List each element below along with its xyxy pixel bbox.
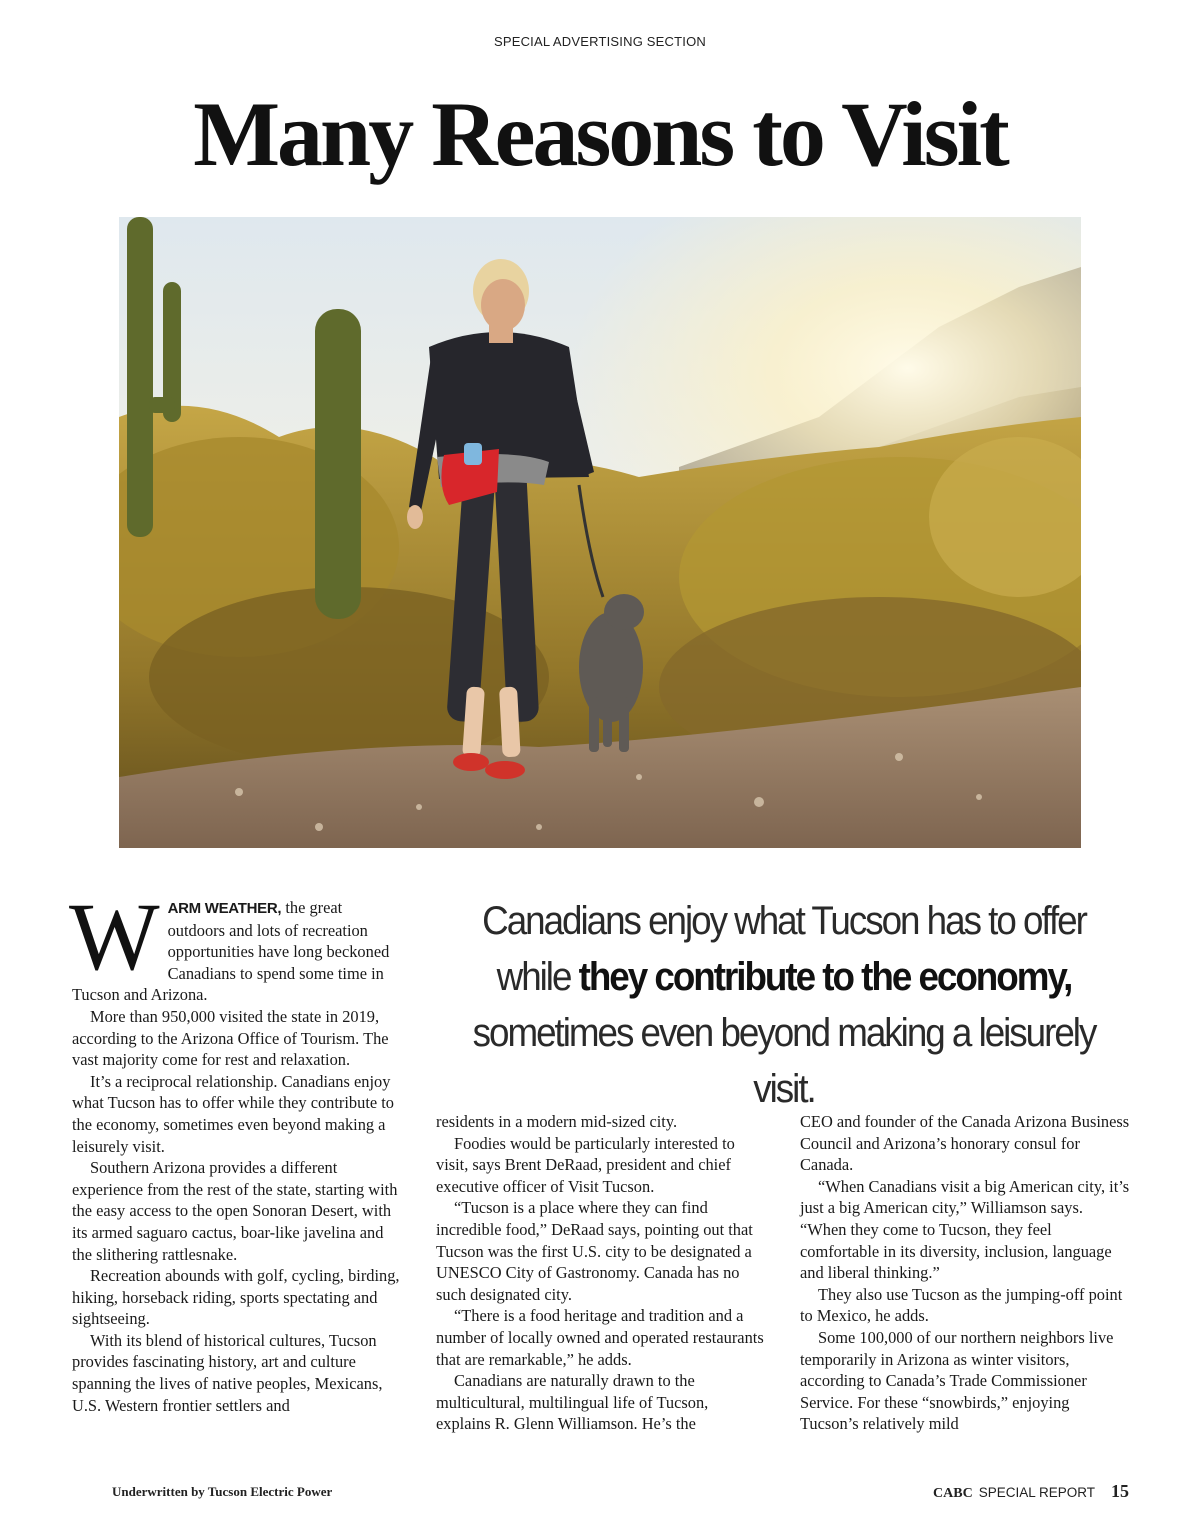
paragraph: Canadians are naturally drawn to the multicultural, multilingual life of Tucson, explains R. Glenn Williamson. He’s the xyxy=(436,1371,709,1434)
paragraph: It’s a reciprocal relationship. Canadians enjoy what Tucson has to offer while they contribute to the economy, sometimes even beyond making a leisurely visit. xyxy=(72,1071,395,1156)
lead-in: ARM WEATHER, xyxy=(167,900,282,917)
paragraph: They also use Tucson as the jumping-off point to Mexico, he adds. xyxy=(800,1284,1123,1326)
column-2 xyxy=(436,1111,766,1435)
article-lead-paragraph: WARM WEATHER, the great outdoors and lots of recreation opportunities have long beckoned Canadians to spend some time in Tucson and Arizona. xyxy=(69,883,390,1005)
paragraph: Recreation abounds with golf, cycling, birding, hiking, horseback riding, sports spectating and sightseeing. xyxy=(72,1266,400,1329)
paragraph: Some 100,000 of our northern neighbors live temporarily in Arizona as winter visitors, according to Canada’s Trade Commissioner Service. For these “snowbirds,” enjoying Tucson’s relatively mild xyxy=(800,1327,1114,1434)
page-title: Many Reasons to Visit xyxy=(193,83,1007,185)
footer-brand: CABC xyxy=(933,1486,973,1501)
paragraph: CEO and founder of the Canada Arizona Business Council and Arizona’s honorary consul for Canada. xyxy=(800,1112,1130,1175)
column-3 xyxy=(800,1111,1130,1435)
paragraph: residents in a modern mid-sized city. xyxy=(436,1112,678,1131)
hero-photo xyxy=(119,217,1081,848)
paragraph: Foodies would be particularly interested to visit, says Brent DeRaad, president and chief executive officer of Visit Tucson. xyxy=(436,1133,735,1196)
dropcap: W xyxy=(69,883,160,990)
section-label: SPECIAL ADVERTISING SECTION xyxy=(493,34,706,49)
page-footer xyxy=(933,1481,1129,1502)
page-number: 15 xyxy=(1111,1481,1129,1501)
paragraph: “There is a food heritage and tradition and a number of locally owned and operated restaurants that are remarkable,” he adds. xyxy=(436,1306,764,1369)
underwritten-credit: Underwritten by Tucson Electric Power xyxy=(112,1484,333,1499)
footer-report-label: SPECIAL REPORT xyxy=(978,1485,1095,1500)
pull-quote: Canadians enjoy what Tucson has to offer while they contribute to the economy, sometimes even beyond making a leisurely visit. xyxy=(472,899,1096,1111)
column-1 xyxy=(69,883,400,1416)
paragraph: With its blend of historical cultures, Tucson provides fascinating history, art and culture spanning the lives of native peoples, Mexicans, U.S. Western frontier settlers and xyxy=(72,1330,383,1415)
paragraph: “Tucson is a place where they can find incredible food,” DeRaad says, pointing out that Tucson was the first U.S. city to be designated a UNESCO City of Gastronomy. Canada has no such designated city. xyxy=(436,1198,753,1304)
paragraph: “When Canadians visit a big American city, it’s just a big American city,” Williamson says. “When they come to Tucson, they feel comfortable in its diversity, inclusion, language and liberal thinking.” xyxy=(800,1176,1130,1283)
paragraph: More than 950,000 visited the state in 2019, according to the Arizona Office of Tourism. The vast majority come for rest and relaxation. xyxy=(72,1006,389,1070)
paragraph: Southern Arizona provides a different experience from the rest of the state, starting with the easy access to the open Sonoran Desert, with its armed saguaro cactus, boar-like javelina and the slithering rattlesnake. xyxy=(72,1158,398,1264)
